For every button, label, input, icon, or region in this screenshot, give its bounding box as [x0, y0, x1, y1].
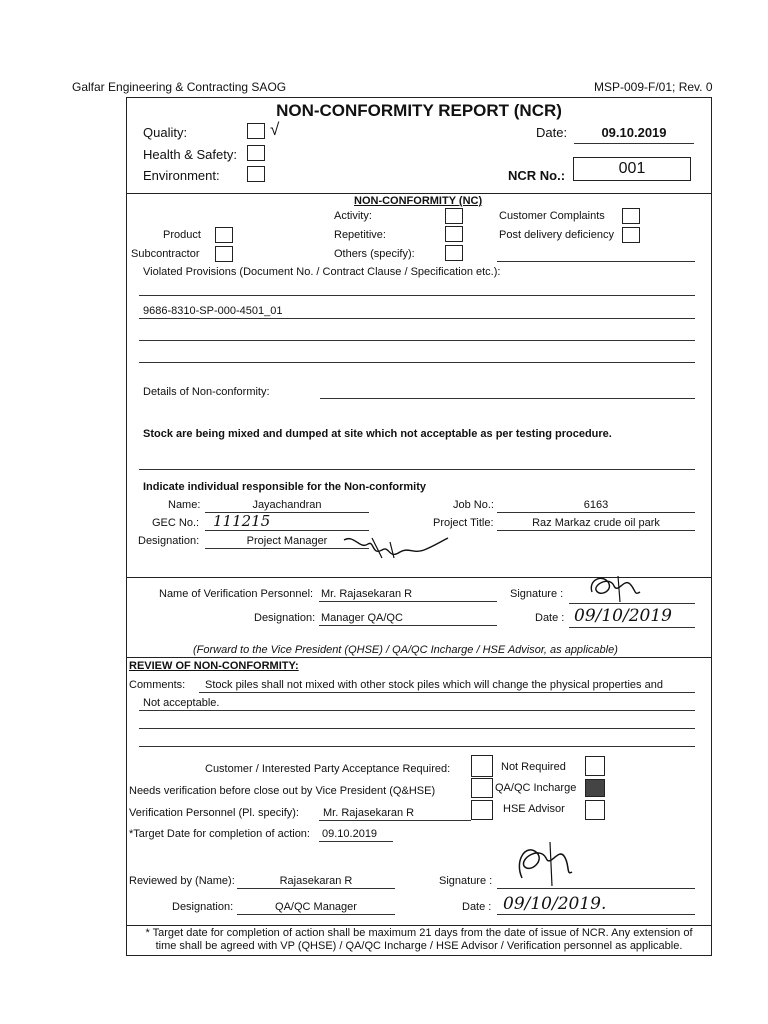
divider-review: [126, 657, 712, 658]
divider-top: [126, 193, 712, 194]
review-heading: REVIEW OF NON-CONFORMITY:: [129, 660, 299, 672]
designation-value: Project Manager: [246, 535, 328, 547]
reviewed-by-value: Rajasekaran R: [279, 875, 353, 887]
subcontractor-checkbox[interactable]: [215, 246, 233, 262]
footnote-line-1: * Target date for completion of action shall be maximum 21 days from the date of issue of NCR. Any extension of: [145, 927, 693, 939]
ncr-no-box: 001: [573, 157, 691, 181]
subcontractor-label: Subcontractor: [131, 248, 200, 260]
job-no-value: 6163: [583, 499, 609, 511]
post-delivery-checkbox[interactable]: [622, 227, 640, 243]
review-date-value: 09/10/2019.: [503, 894, 607, 914]
verification-personnel-label: Verification Personnel (Pl. specify):: [129, 807, 299, 819]
not-required-checkbox[interactable]: [585, 756, 605, 776]
post-delivery-label: Post delivery deficiency: [499, 229, 614, 241]
name-label: Name:: [168, 499, 201, 511]
needs-verification-label: Needs verification before close out by Vice President (Q&HSE): [129, 785, 436, 797]
review-signature-underline: [497, 888, 695, 889]
verification-signature-label: Signature :: [510, 588, 564, 600]
comments-label: Comments:: [129, 679, 186, 691]
repetitive-checkbox[interactable]: [445, 226, 463, 242]
review-signature: [512, 838, 576, 890]
violated-line-1: [139, 295, 695, 296]
qaqc-incharge-checkbox[interactable]: [585, 779, 605, 797]
verification-designation-value: Manager QA/QC: [321, 612, 403, 624]
details-label: Details of Non-conformity:: [143, 386, 270, 398]
violated-line-3: [139, 340, 695, 341]
needs-verification-checkbox[interactable]: [471, 778, 493, 798]
customer-acceptance-label: Customer / Interested Party Acceptance Required:: [205, 763, 451, 775]
violated-provisions-value: 9686-8310-SP-000-4501_01: [143, 305, 283, 317]
designation-label: Designation:: [138, 535, 200, 547]
comments-line-2: Not acceptable.: [143, 697, 220, 709]
review-designation-label: Designation:: [172, 901, 234, 913]
activity-label: Activity:: [334, 210, 372, 222]
reviewed-by-label: Reviewed by (Name):: [129, 875, 235, 887]
verification-name-label: Name of Verification Personnel:: [159, 588, 314, 600]
qaqc-incharge-label: QA/QC Incharge: [495, 782, 577, 794]
document-code: MSP-009-F/01; Rev. 0: [594, 80, 713, 94]
verification-personnel-underline: [319, 820, 471, 821]
customer-complaints-checkbox[interactable]: [622, 208, 640, 224]
verification-signature-underline: [569, 603, 695, 604]
gec-label: GEC No.:: [152, 517, 200, 529]
others-checkbox[interactable]: [445, 245, 463, 261]
comments-line-1: Stock piles shall not mixed with other stock piles which will change the physical properties and: [205, 679, 663, 691]
quality-checkbox[interactable]: [247, 123, 265, 139]
responsible-signature: [342, 532, 452, 564]
target-date-label: *Target Date for completion of action:: [129, 828, 310, 840]
date-underline: [574, 143, 694, 144]
job-no-underline: [497, 512, 695, 513]
review-designation-value: QA/QC Manager: [275, 901, 357, 913]
name-value: Jayachandran: [252, 499, 322, 511]
hse-advisor-checkbox[interactable]: [585, 800, 605, 820]
environment-checkbox[interactable]: [247, 166, 265, 182]
company-name: Galfar Engineering & Contracting SAOG: [72, 80, 287, 94]
report-title: NON-CONFORMITY REPORT (NCR): [276, 101, 562, 120]
violated-provisions-label: Violated Provisions (Document No. / Contract Clause / Specification etc.):: [143, 266, 501, 278]
nc-heading: NON-CONFORMITY (NC): [354, 195, 483, 207]
verification-personnel-checkbox[interactable]: [471, 800, 493, 820]
verification-signature: [584, 572, 644, 604]
job-no-label: Job No.:: [453, 499, 494, 511]
health-safety-checkbox[interactable]: [247, 145, 265, 161]
violated-line-2: [139, 318, 695, 319]
divider-footnote: [126, 925, 712, 926]
product-label: Product: [163, 229, 201, 241]
project-title-value: Raz Markaz crude oil park: [532, 517, 660, 529]
target-date-value: 09.10.2019: [322, 828, 378, 840]
date-value: 09.10.2019: [601, 125, 667, 140]
comments-underline-2: [139, 710, 695, 711]
forward-note: (Forward to the Vice President (QHSE) / QA/QC Incharge / HSE Advisor, as applicable): [193, 644, 618, 656]
others-specify-line: [497, 261, 695, 262]
ncr-no-label: NCR No.:: [508, 168, 566, 183]
verification-date-underline: [569, 627, 695, 628]
review-date-label: Date :: [462, 901, 492, 913]
repetitive-label: Repetitive:: [334, 229, 386, 241]
verification-designation-label: Designation:: [254, 612, 316, 624]
verification-name-value: Mr. Rajasekaran R: [321, 588, 413, 600]
footnote-line-2: time shall be agreed with VP (QHSE) / QA/QC Incharge / HSE Advisor / Verification personnel as applicable.: [155, 940, 683, 952]
reviewed-by-underline: [237, 888, 395, 889]
product-checkbox[interactable]: [215, 227, 233, 243]
review-designation-underline: [237, 914, 395, 915]
verification-date-value: 09/10/2019: [574, 606, 672, 626]
comments-underline-4: [139, 746, 695, 747]
hse-advisor-label: HSE Advisor: [503, 803, 565, 815]
review-date-underline: [497, 914, 695, 915]
responsible-heading: Indicate individual responsible for the Non-conformity: [143, 481, 426, 493]
quality-checkmark: √: [270, 120, 280, 139]
review-signature-label: Signature :: [439, 875, 493, 887]
comments-underline-3: [139, 728, 695, 729]
others-label: Others (specify):: [334, 248, 415, 260]
details-line-2: [139, 469, 695, 470]
gec-underline: [205, 530, 369, 531]
verification-designation-underline: [319, 625, 497, 626]
environment-label: Environment:: [143, 168, 220, 183]
verification-personnel-value: Mr. Rajasekaran R: [323, 807, 415, 819]
gec-value: 111215: [213, 512, 271, 530]
details-line: [320, 398, 695, 399]
violated-line-4: [139, 362, 695, 363]
comments-underline-1: [199, 692, 695, 693]
customer-acceptance-checkbox[interactable]: [471, 755, 493, 777]
details-value: Stock are being mixed and dumped at site which not acceptable as per testing procedure.: [143, 428, 612, 440]
activity-checkbox[interactable]: [445, 208, 463, 224]
customer-complaints-label: Customer Complaints: [499, 210, 605, 222]
target-date-underline: [319, 841, 393, 842]
project-title-label: Project Title:: [433, 517, 494, 529]
not-required-label: Not Required: [501, 761, 566, 773]
project-title-underline: [497, 530, 695, 531]
quality-label: Quality:: [143, 125, 188, 140]
health-safety-label: Health & Safety:: [143, 147, 237, 162]
verification-name-underline: [319, 601, 497, 602]
verification-date-label: Date :: [535, 612, 565, 624]
date-label: Date:: [536, 125, 568, 140]
